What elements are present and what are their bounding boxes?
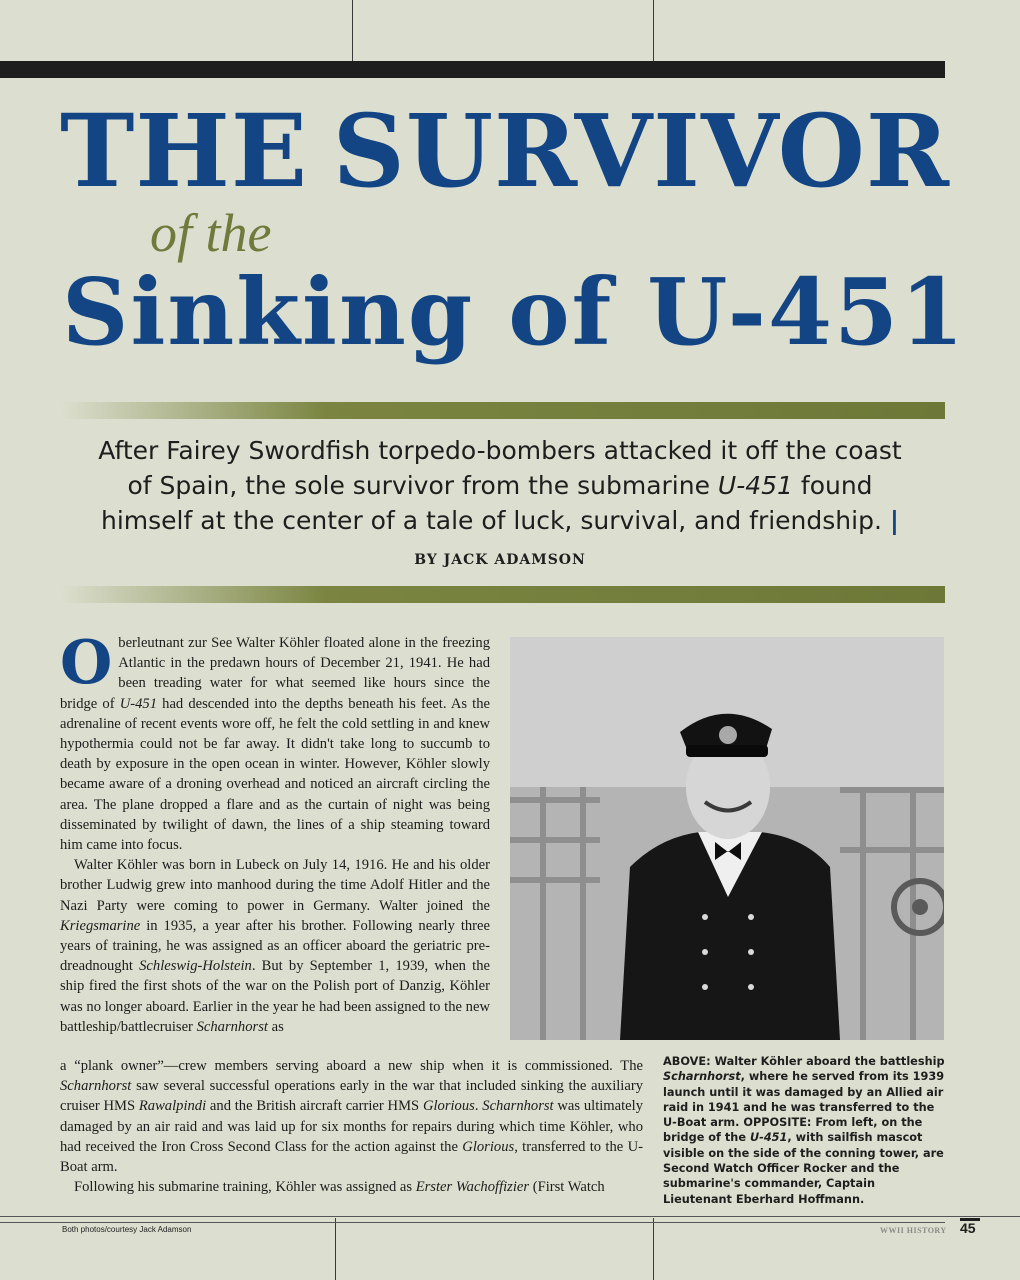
crop-mark-top-left <box>352 0 353 61</box>
headline-word-survivor: SURVIVOR <box>332 92 950 210</box>
photo-walter-kohler <box>510 637 944 1040</box>
crop-mark-top-right <box>653 0 654 61</box>
olive-band-top <box>60 402 945 419</box>
byline: BY JACK ADAMSON <box>414 552 586 568</box>
paragraph-1: berleutnant zur See Walter Köhler floated alone in the freezing Atlantic in the predawn hours of December 21, 1941. He had been treading water for what seemed like hours since the bridge of U-451 had descended into the depths beneath his feet. As the adrenaline of recent events wore off, he felt the cold settling in and knew hypothermia could not be far away. It didn't take long to succumb to death by exposure in the open ocean in winter. However, Köhler slowly became aware of a droning overhead and noticed an aircraft circling the area. The plane dropped a flare and as the curtain of night was being disseminated by twilight of dawn, the lines of a ship steaming toward him came into focus. <box>60 635 490 854</box>
olive-band-bottom <box>60 586 945 603</box>
body-column-wide <box>60 1056 643 1197</box>
trim-line-bottom <box>0 1216 1020 1217</box>
dek-italic: U-451 <box>717 471 793 500</box>
headline-line-2: Sinking of U-451 <box>62 258 967 366</box>
magazine-name: WWII HISTORY <box>880 1226 947 1235</box>
trim-line-bottom-2 <box>0 1222 945 1223</box>
photo-caption: ABOVE: Walter Köhler aboard the battleship Scharnhorst, where he served from its 1939 launch until it was damaged by an Allied air raid in 1941 and he was transferred to the U-Boat arm. OPPOSITE: From left, on the bridge of the U-451, with sailfish mascot visible on the side of the conning tower, are Second Watch Officer Rocker and the submarine's commander, Captain Lieutenant Eberhard Hoffmann. <box>663 1055 945 1206</box>
dek-separator: | <box>889 506 899 535</box>
paragraph-2-continued: a “plank owner”—crew members serving aboard a new ship when it is commissioned. The Scharnhorst saw several successful operations early in the war that included sinking the auxiliary cruiser HMS Rawalpindi and the British aircraft carrier HMS Glorious. Scharnhorst was ultimately damaged by an air raid and was laid up for six months for repairs during which time Köhler, who had received the Iron Cross Second Class for the action against the Glorious, transferred to the U-Boat arm. <box>60 1058 644 1176</box>
paragraph-3: Following his submarine training, Köhler was assigned as Erster Wachoffizier (First Watch <box>74 1179 605 1196</box>
headline-line-1 <box>60 94 950 209</box>
dropcap: O <box>60 628 113 698</box>
page-number: 45 <box>960 1220 976 1236</box>
paragraph-2: Walter Köhler was born in Lubeck on July 14, 1916. He and his older brother Ludwig grew into manhood during the time Adolf Hitler and the Nazi Party were coming to power in Germany. Walter joined the Kriegsmarine in 1935, a year after his brother. Following nearly three years of training, he was assigned as an officer aboard the geriatric pre-dreadnought Schleswig-Holstein. But by September 1, 1939, when the ship fired the first shots of the war on the Polish port of Danzig, Köhler was no longer aboard. Earlier in the year he had been assigned to the new battleship/battlecruiser Scharnhorst as <box>60 857 490 1035</box>
photo-credit: Both photos/courtesy Jack Adamson <box>62 1225 192 1234</box>
headline-connector: of the <box>150 203 272 263</box>
crop-mark-bottom-left <box>335 1218 336 1280</box>
photo-illustration <box>510 637 944 1040</box>
crop-mark-bottom-right <box>653 1218 654 1280</box>
dek: After Fairey Swordfish torpedo-bombers attacked it off the coast of Spain, the sole survivor from the submarine U-451 found himself at the center of a tale of luck, survival, and friendship. | BY JACK ADAMSON <box>98 436 902 568</box>
body-column-narrow <box>60 628 490 1037</box>
top-bar <box>0 61 945 78</box>
headline-word-the: THE <box>60 92 309 210</box>
